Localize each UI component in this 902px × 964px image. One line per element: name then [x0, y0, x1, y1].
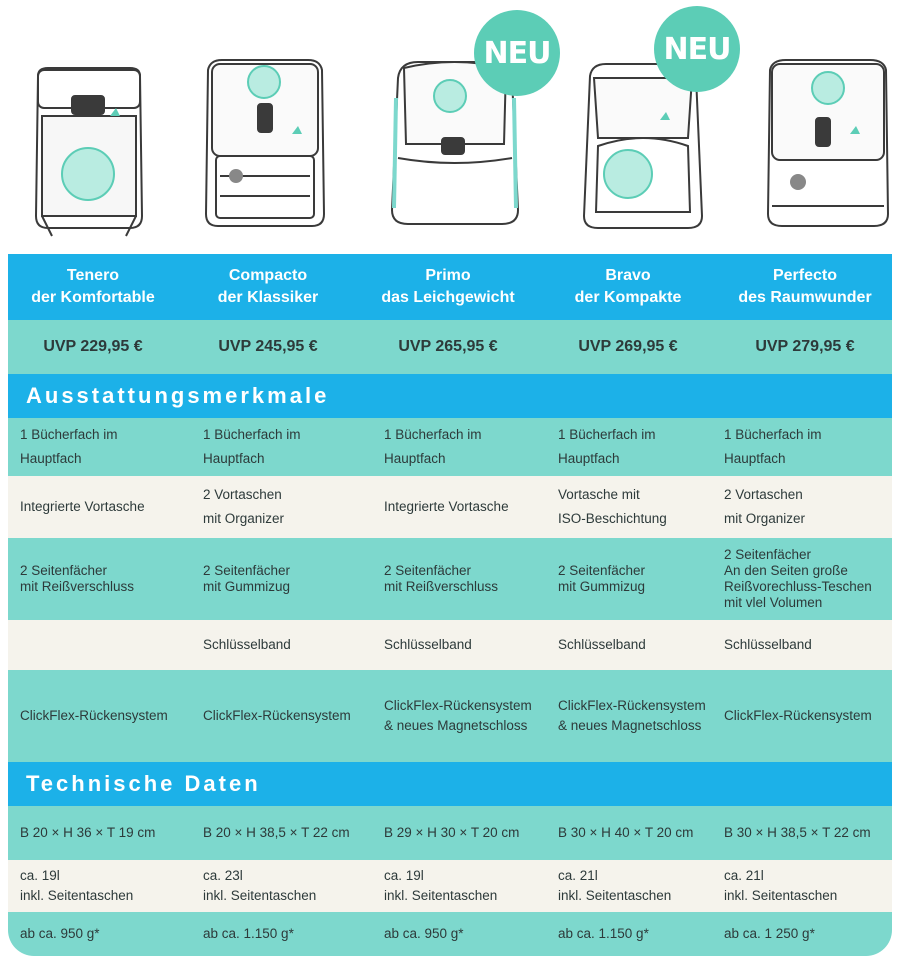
model-name-perfecto [718, 254, 892, 320]
feature-cell [558, 620, 722, 670]
new-badge: NEU [474, 10, 560, 96]
price-tenero: UVP 229,95 € [43, 338, 143, 355]
cell-line: Schlüsselband [724, 637, 812, 652]
feature-row [8, 670, 892, 762]
cell-line: B 30 × H 38,5 × T 22 cm [724, 825, 871, 840]
model-tagline: das Leichgewicht [381, 289, 515, 306]
header-row [8, 254, 892, 320]
technical-cell [384, 806, 556, 860]
cell-line: 2 Vortaschen [203, 487, 282, 502]
cell-line: mit Gummizug [558, 579, 646, 594]
model-name-primo [358, 254, 538, 320]
technical-cell [384, 912, 556, 956]
cell-line: 1 Bücherfach im [20, 427, 118, 442]
feature-cell [558, 476, 722, 538]
cell-line: mit Organizer [203, 511, 285, 526]
cell-line: ClickFlex-Rückensystem [203, 708, 351, 723]
feature-cell [558, 538, 722, 620]
new-badge: NEU [654, 6, 740, 92]
feature-cell [558, 418, 722, 476]
feature-cell [724, 538, 892, 620]
price-row [8, 320, 892, 374]
section-title: Technische Daten [26, 771, 261, 796]
cell-line: ClickFlex-Rückensystem [558, 698, 706, 713]
cell-line: ab ca. 1 250 g* [724, 926, 815, 941]
cell-line: 2 Seitenfächer [20, 563, 108, 578]
cell-line: Hauptfach [203, 451, 265, 466]
feature-cell [203, 476, 381, 538]
feature-row [8, 538, 892, 620]
cell-line: ca. 21l [724, 868, 764, 883]
model-tagline: der Klassiker [217, 289, 319, 306]
cell-line: Hauptfach [558, 451, 620, 466]
cell-line: B 29 × H 30 × T 20 cm [384, 825, 520, 840]
cell-line: Hauptfach [20, 451, 82, 466]
feature-cell [20, 476, 200, 538]
section-technical [8, 762, 892, 806]
cell-line: ca. 19l [384, 868, 424, 883]
technical-cell [724, 860, 892, 912]
cell-line: ClickFlex-Rückensystem [724, 708, 872, 723]
cell-line: Integrierte Vortasche [20, 499, 145, 514]
technical-cell [20, 806, 200, 860]
model-name: Compacto [228, 267, 308, 284]
technical-cell [558, 806, 722, 860]
feature-row [8, 418, 892, 476]
cell-line: Hauptfach [384, 451, 446, 466]
feature-row [8, 620, 892, 670]
price-perfecto: UVP 279,95 € [755, 338, 855, 355]
technical-cell [20, 912, 200, 956]
model-name-compacto [178, 254, 358, 320]
cell-line: 2 Seitenfächer [203, 563, 291, 578]
technical-cell [203, 912, 381, 956]
cell-line: Reißvorechluss-Teschen [724, 579, 872, 594]
feature-cell [203, 620, 381, 670]
cell-line: Integrierte Vortasche [384, 499, 509, 514]
cell-line: B 20 × H 36 × T 19 cm [20, 825, 156, 840]
cell-line: Schlüsselband [558, 637, 646, 652]
feature-cell [384, 620, 556, 670]
technical-cell [724, 806, 892, 860]
model-name: Primo [425, 267, 471, 284]
backpack-compacto-image [200, 56, 330, 234]
cell-line: ab ca. 950 g* [384, 926, 464, 941]
cell-line: 1 Bücherfach im [384, 427, 482, 442]
model-name: Bravo [605, 267, 651, 284]
cell-line: An den Seiten große [724, 563, 848, 578]
feature-cell [20, 418, 200, 476]
cell-line: ISO-Beschichtung [558, 511, 667, 526]
price-primo: UVP 265,95 € [398, 338, 498, 355]
cell-line: mit vlel Volumen [724, 595, 823, 610]
cell-line: mit Reißverschluss [384, 579, 499, 594]
cell-line: ca. 19l [20, 868, 60, 883]
cell-line: ClickFlex-Rückensystem [384, 698, 532, 713]
backpack-perfecto-image [758, 56, 898, 232]
cell-line: 1 Bücherfach im [724, 427, 822, 442]
feature-cell [203, 670, 381, 762]
cell-line: mit Organizer [724, 511, 806, 526]
cell-line: Schlüsselband [384, 637, 472, 652]
cell-line: 2 Seitenfächer [384, 563, 472, 578]
backpack-tenero-image [24, 66, 154, 238]
price-compacto: UVP 245,95 € [218, 338, 318, 355]
product-images [0, 0, 902, 250]
cell-line: & neues Magnetschloss [384, 718, 528, 733]
feature-cell [724, 670, 892, 762]
feature-row [8, 476, 892, 538]
feature-cell [384, 538, 556, 620]
technical-cell [20, 860, 200, 912]
feature-cell [384, 670, 556, 762]
feature-cell [20, 670, 200, 762]
technical-row [8, 806, 892, 860]
cell-line: ca. 23l [203, 868, 243, 883]
comparison-table [8, 254, 892, 956]
feature-cell [724, 418, 892, 476]
cell-line: 1 Bücherfach im [203, 427, 301, 442]
section-features [8, 374, 892, 418]
technical-cell [724, 912, 892, 956]
model-tagline: des Raumwunder [738, 289, 872, 306]
feature-cell [384, 418, 556, 476]
cell-line: Vortasche mit [558, 487, 640, 502]
feature-cell [203, 538, 381, 620]
cell-line: & neues Magnetschloss [558, 718, 702, 733]
feature-cell [203, 418, 381, 476]
cell-line: ca. 21l [558, 868, 598, 883]
feature-cell [724, 476, 892, 538]
feature-cell [724, 620, 892, 670]
feature-cell [20, 620, 200, 670]
cell-line: 2 Seitenfächer [724, 547, 812, 562]
cell-line: mit Reißverschluss [20, 579, 135, 594]
cell-line: inkl. Seitentaschen [724, 888, 838, 903]
cell-line: 2 Seitenfächer [558, 563, 646, 578]
model-name-tenero [8, 254, 178, 320]
model-tagline: der Kompakte [574, 289, 682, 306]
cell-line: B 30 × H 40 × T 20 cm [558, 825, 694, 840]
cell-line: 1 Bücherfach im [558, 427, 656, 442]
cell-line: inkl. Seitentaschen [558, 888, 672, 903]
feature-cell [20, 538, 200, 620]
cell-line: inkl. Seitentaschen [384, 888, 498, 903]
cell-line: Hauptfach [724, 451, 786, 466]
technical-row [8, 912, 892, 956]
cell-line: 2 Vortaschen [724, 487, 803, 502]
technical-row [8, 860, 892, 912]
cell-line: ab ca. 1.150 g* [203, 926, 294, 941]
cell-line: B 20 × H 38,5 × T 22 cm [203, 825, 350, 840]
cell-line: ab ca. 950 g* [20, 926, 100, 941]
technical-cell [203, 806, 381, 860]
cell-line: ab ca. 1.150 g* [558, 926, 649, 941]
model-name: Perfecto [772, 267, 838, 284]
price-bravo: UVP 269,95 € [578, 338, 678, 355]
technical-cell [384, 860, 556, 912]
cell-line: Schlüsselband [203, 637, 291, 652]
model-name-bravo [538, 254, 718, 320]
cell-line: inkl. Seitentaschen [20, 888, 134, 903]
model-tagline: der Komfortable [31, 289, 155, 306]
technical-cell [558, 912, 722, 956]
cell-line: inkl. Seitentaschen [203, 888, 317, 903]
feature-cell [558, 670, 722, 762]
feature-cell [384, 476, 556, 538]
cell-line: mit Gummizug [203, 579, 291, 594]
cell-line: ClickFlex-Rückensystem [20, 708, 168, 723]
section-title: Ausstattungsmerkmale [26, 383, 330, 408]
model-name: Tenero [66, 267, 120, 284]
technical-cell [203, 860, 381, 912]
technical-cell [558, 860, 722, 912]
